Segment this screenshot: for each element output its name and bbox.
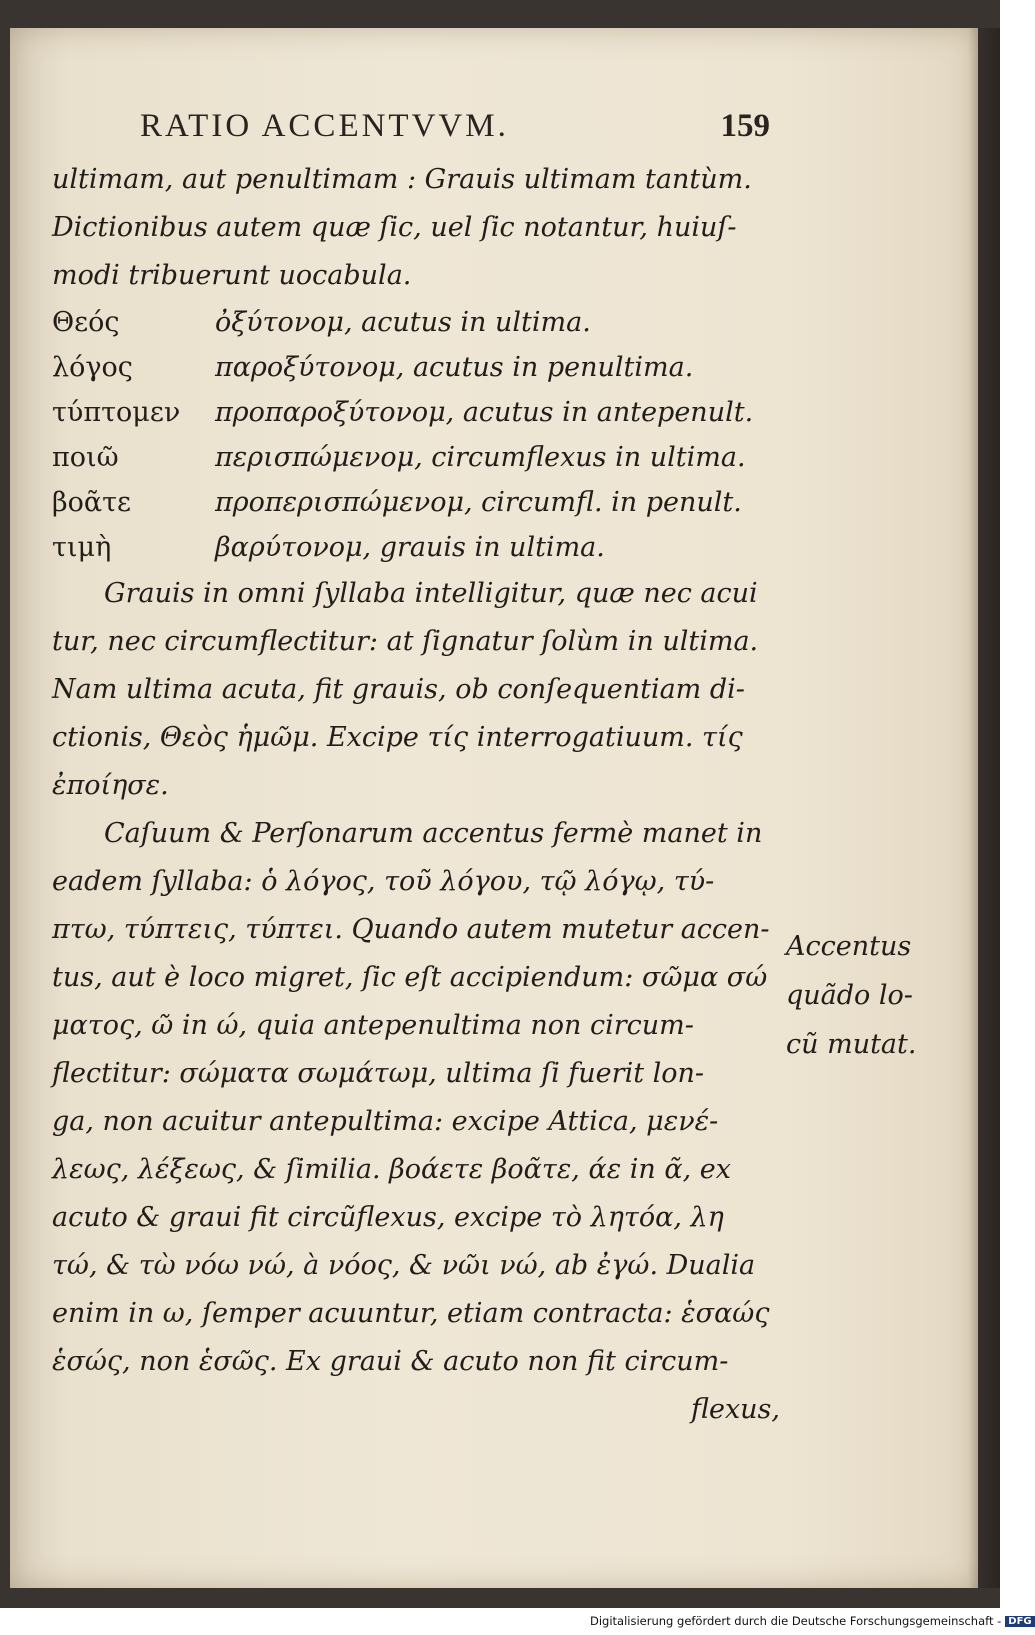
running-title: RATIO ACCENTVVM. — [140, 108, 509, 144]
text-line: ctionis, Θεὸς ἡμῶμ. Excipe τίς interrogatiuum. τίς — [52, 722, 743, 753]
text-line: τώ, & τὼ νόω νώ, à νόος, & νῶι νώ, ab ἐγώ. Dualia — [52, 1250, 756, 1281]
footer-text: Digitalisierung gefördert durch die Deutsche Forschungsgemeinschaft - — [590, 1614, 1002, 1628]
accent-row — [52, 435, 792, 480]
page-number: 159 — [720, 108, 770, 144]
accent-word: τιμὴ — [52, 532, 112, 563]
accent-description: περισπώμενομ, circumflexus in ultima. — [215, 442, 746, 473]
text-line: ἐποίησε. — [52, 770, 169, 801]
accent-description: ὀξύτονομ, acutus in ultima. — [215, 307, 591, 338]
text-line: acuto & graui fit circũflexus, excipe τὸ λητόα, λη — [52, 1202, 724, 1233]
accent-word: λόγος — [52, 352, 133, 383]
text-line: ἑσώς, non ἑσῶς. Ex graui & acuto non fit circum- — [52, 1346, 729, 1377]
accent-row — [52, 390, 792, 435]
page-edge-shadow — [968, 28, 1000, 1588]
text-line: modi tribuerunt uocabula. — [52, 260, 412, 291]
accent-word: Θεός — [52, 307, 120, 338]
text-line: Nam ultima acuta, fit grauis, ob conſequentiam di- — [52, 674, 745, 705]
main-text — [52, 156, 792, 1434]
text-line: tur, nec circumflectitur: at ſignatur ſolùm in ultima. — [52, 626, 759, 657]
text-line: ultimam, aut penultimam : Grauis ultimam tantùm. — [52, 164, 752, 195]
text-line: Grauis in omni ſyllaba intelligitur, quæ nec acui — [104, 578, 758, 609]
text-line: Dictionibus autem quæ ſic, uel ſic notantur, huiuſ- — [52, 212, 737, 243]
text-line: πτω, τύπτεις, τύπτει. Quando autem mutetur accen- — [52, 914, 770, 945]
accent-description: βαρύτονομ, grauis in ultima. — [215, 532, 605, 563]
catchword-line: flexus, — [690, 1394, 780, 1425]
accent-row — [52, 525, 792, 570]
dfg-logo: DFG — [1005, 1616, 1034, 1627]
margin-note-line: quãdo lo- — [786, 980, 913, 1011]
text-line: ματος, ῶ in ώ, quia antepenultima non circum- — [52, 1010, 694, 1041]
text-line: λεως, λέξεως, & ſimilia. βοάετε βοᾶτε, άε in ᾶ, ex — [52, 1154, 731, 1185]
accent-description: προπαροξύτονομ, acutus in antepenult. — [215, 397, 754, 428]
accent-description: προπερισπώμενομ, circumfl. in penult. — [215, 487, 742, 518]
text-line: tus, aut è loco migret, ſic eſt accipiendum: σῶμα σώ — [52, 962, 768, 993]
margin-note — [786, 922, 936, 1069]
text-line: eadem ſyllaba: ὁ λόγος, τοῦ λόγου, τῷ λόγῳ, τύ- — [52, 866, 715, 897]
text-line: enim in ω, ſemper acuuntur, etiam contracta: ἑσαώς — [52, 1298, 770, 1329]
accent-word: τύπτομεν — [52, 397, 181, 428]
text-line: flectitur: σώματα σωμάτωμ, ultima ſi fuerit lon- — [52, 1058, 705, 1089]
margin-note-line: Accentus — [786, 931, 912, 962]
accent-row — [52, 345, 792, 390]
digitization-footer — [590, 1614, 1032, 1632]
accent-row — [52, 300, 792, 345]
running-head — [140, 108, 770, 154]
text-line: Caſuum & Perſonarum accentus fermè manet in — [104, 818, 763, 849]
accent-word: ποιῶ — [52, 442, 119, 473]
accent-word: βοᾶτε — [52, 487, 132, 518]
accent-row — [52, 480, 792, 525]
accent-description: παροξύτονομ, acutus in penultima. — [215, 352, 694, 383]
margin-note-line: cũ mutat. — [786, 1029, 917, 1060]
text-line: ga, non acuitur antepultima: excipe Attica, μενέ- — [52, 1106, 719, 1137]
